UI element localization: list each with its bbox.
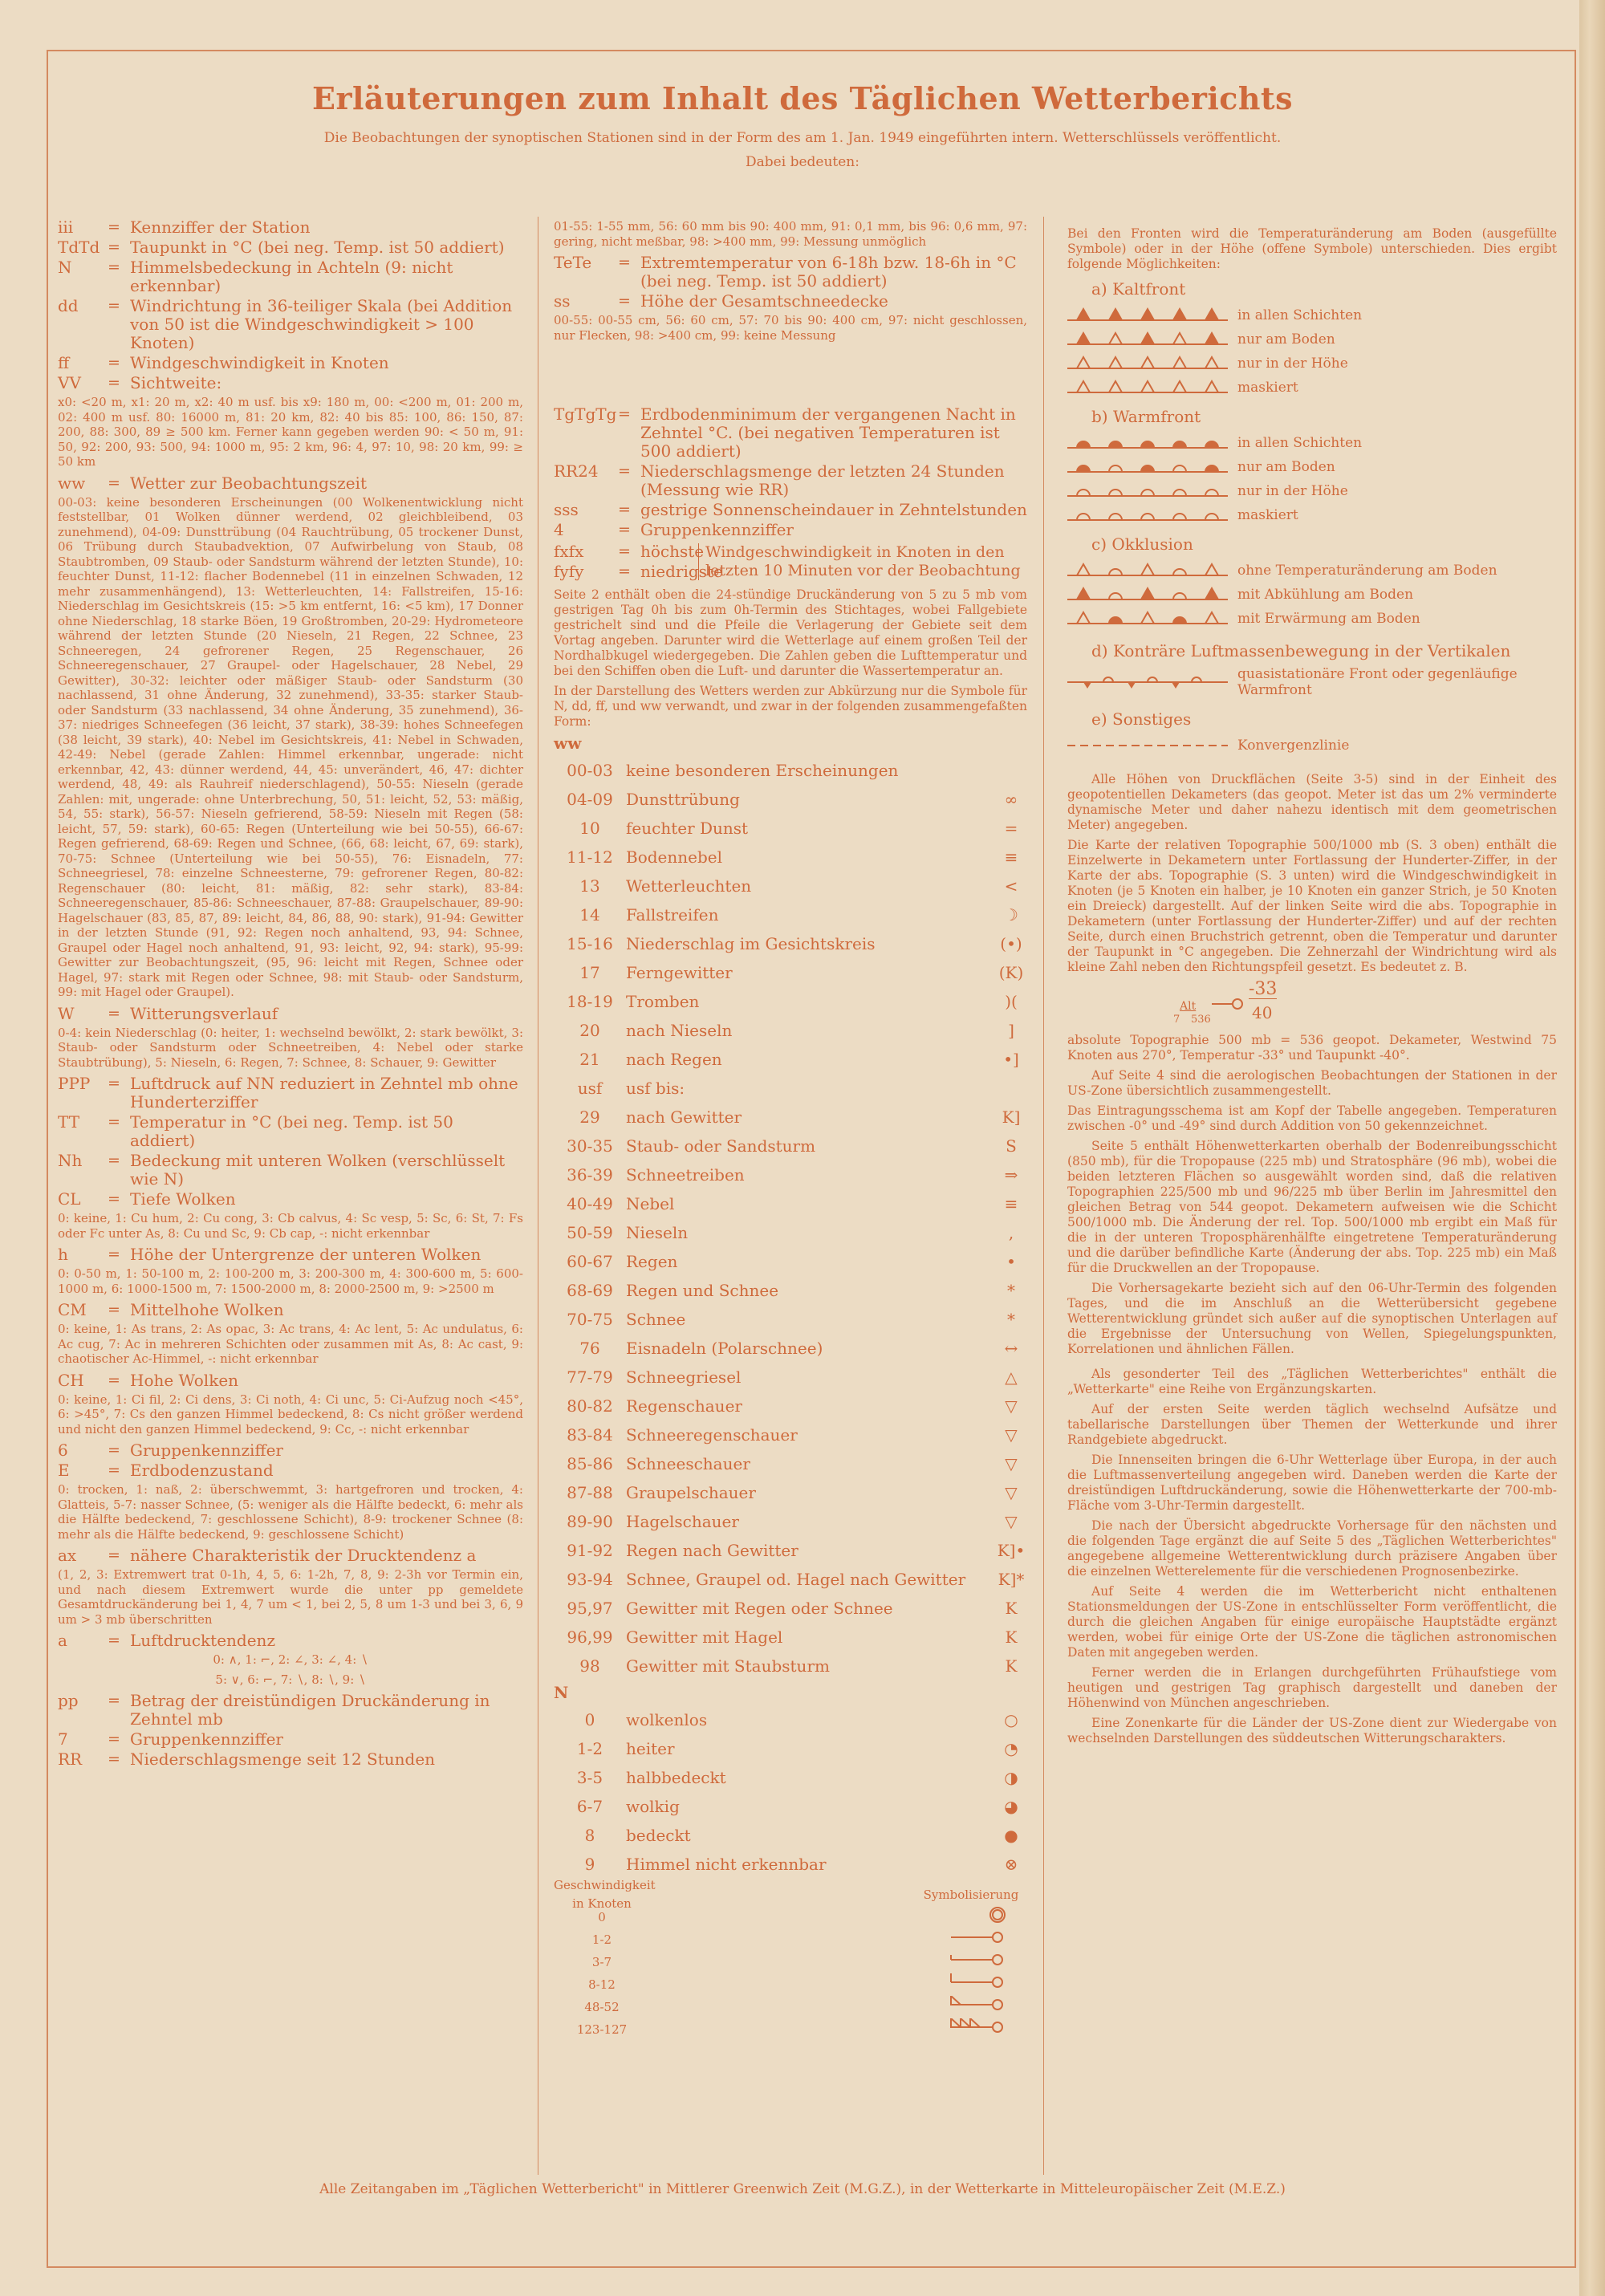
w-detail: 0-4: kein Niederschlag (0: heiter, 1: wechselnd bewölkt, 2: stark bewölkt, 3: Staub- oder Sandsturm oder Schneetreiben, 4: Nebel oder starke Staubtrübung), 5: Nieseln, 6: Regen, 7: Schnee, 8: Schauer, 9: Gewitter	[58, 1025, 523, 1070]
para-rel-topo: Die Karte der relativen Topographie 500/1000 mb (S. 3 oben) enthält die Einzelwerte in Dekametern unter Fortlassung der Hunderter-Ziffer, in der Karte der abs. Topographie (S. 3 unten) wird die Windgeschwindigkeit in Knoten (je 5 Knoten ein halber, je 10 Knoten ein ganzer Strich, je 50 Knoten ein Dreieck) dargestellt. Auf der linken Seite wird die abs. Topographie in Dekametern (unter Fortlassung der Hunderter-Ziffer) und auf der rechten Seite, durch einen Bruchstrich getrennt, oben die Temperatur und darunter der Taupunkt in °C angegeben. Die Zehnerzahl der Windrichtung wird als kleine Zahl neben den Richtungspfeil gesetzt. Es bedeutet z. B.	[1067, 838, 1557, 974]
ww-row	[554, 1536, 1027, 1565]
ww-row	[554, 872, 1027, 900]
para-heights: Alle Höhen von Druckflächen (Seite 3-5) sind in der Einheit des geopotentiellen Dekameters (das geopot. Meter ist das um 2% verminderte dynamische Meter und daher nahezu identisch mit dem geometrischen Meter) angegeben.	[1067, 772, 1557, 832]
ww-row	[554, 1305, 1027, 1334]
ww-code: 13	[579, 876, 600, 896]
key-iii: iii = Kennziffer der Station	[58, 217, 311, 237]
n-label: halbbedeckt	[626, 1767, 726, 1787]
ww-symbol-icon: K	[1005, 1627, 1018, 1647]
para-example-explain: absolute Topographie 500 mb = 536 geopot. Dekameter, Westwind 75 Knoten aus 270°, Temperatur -33° und Taupunkt -40°.	[1067, 1033, 1557, 1063]
wind-barb-icon	[915, 2018, 1027, 2042]
wind-barb-icon	[915, 1973, 1027, 1997]
n-code: 1-2	[576, 1738, 603, 1758]
ww-label: Regen nach Gewitter	[626, 1540, 798, 1560]
ww-label: feuchter Dunst	[626, 818, 749, 838]
n-label: N	[554, 1683, 569, 1702]
ww-code: 04-09	[567, 789, 613, 809]
n-row	[554, 1763, 1027, 1792]
ww-symbol-icon: ]	[1008, 1020, 1014, 1040]
speed-row	[554, 1973, 1027, 1996]
front-symbol-icon	[1067, 585, 1228, 604]
convergence-line: Konvergenzlinie	[1067, 734, 1557, 758]
ww-row	[554, 1392, 1027, 1420]
speed-value: 8-12	[588, 1977, 616, 1992]
ww-label: Regenschauer	[626, 1396, 742, 1416]
ww-symbol-icon: (K)	[998, 962, 1024, 982]
key-cl: CL = Tiefe Wolken	[58, 1189, 236, 1209]
front-row	[1067, 583, 1557, 607]
convergence-line-icon	[1067, 738, 1228, 754]
ww-symbol-icon: K	[1005, 1656, 1018, 1676]
ww-row	[554, 958, 1027, 987]
key-h: h = Höhe der Untergrenze der unteren Wolken	[58, 1245, 482, 1264]
ww-code: 95,97	[567, 1598, 613, 1618]
ww-symbol-icon: ,	[1008, 1222, 1014, 1242]
column-middle	[554, 217, 1027, 2041]
ww-symbol-icon: K]•	[997, 1540, 1026, 1560]
ww-symbol-list	[554, 756, 1027, 1680]
ww-code: 00-03	[567, 760, 613, 780]
ww-row	[554, 1623, 1027, 1652]
ww-code: 89-90	[567, 1511, 613, 1531]
front-label: nur in der Höhe	[1237, 355, 1348, 372]
ww-label: Graupelschauer	[626, 1482, 756, 1502]
warmfront-list	[1067, 431, 1557, 527]
n-code: 8	[584, 1825, 595, 1845]
ww-label: Schneeschauer	[626, 1453, 750, 1473]
column-left	[58, 217, 523, 1770]
ww-symbol-icon: *	[1007, 1309, 1015, 1329]
station-circle-icon	[1212, 994, 1244, 1014]
n-code: 0	[584, 1709, 595, 1729]
n-symbol-icon: ●	[1004, 1825, 1018, 1845]
ww-symbol-icon: K]*	[998, 1569, 1025, 1589]
n-row	[554, 1850, 1027, 1879]
ww-row	[554, 1363, 1027, 1392]
key-ww: ww = Wetter zur Beobachtungszeit	[58, 473, 367, 493]
ww-code: 98	[579, 1656, 600, 1676]
ww-code: 77-79	[567, 1367, 613, 1387]
speed-row	[554, 1996, 1027, 2018]
speed-value: 123-127	[576, 2022, 628, 2037]
ww-code: 15-16	[567, 933, 613, 953]
ww-code: 29	[579, 1107, 600, 1127]
para-page4: Auf Seite 4 werden die im Wetterbericht nicht enthaltenen Stationsmeldungen der US-Zone in entschlüsselter Form veröffentlicht, die durch die gleichen Angaben für einige europäische Hauptstädte ergänzt werden, wobei für einige Orte der US-Zone die täglichen astronomischen Daten mit angegeben werden.	[1067, 1584, 1557, 1660]
ww-symbol-icon: K]	[1002, 1107, 1021, 1127]
key-dd: dd = Windrichtung in 36-teiliger Skala (bei Addition von 50 ist die Windgeschwindigkeit > 100 Knoten)	[58, 296, 513, 352]
ww-row	[554, 987, 1027, 1016]
n-symbol-icon: ◔	[1004, 1738, 1018, 1758]
front-row	[1067, 303, 1557, 327]
ww-label: nach Nieseln	[626, 1020, 733, 1040]
para-zonenkarte: Eine Zonenkarte für die Länder der US-Zone dient zur Wiedergabe von wechselnden Darstellungen des süddeutschen Witterungscharakters.	[1067, 1716, 1557, 1745]
ww-code: 96,99	[567, 1627, 613, 1647]
page-subtitle: Die Beobachtungen der synoptischen Stationen sind in der Form des am 1. Jan. 1949 eingeführten intern. Wetterschlüssels veröffentlicht.	[323, 130, 1282, 146]
wind-barb-icon	[915, 1996, 1027, 2019]
front-label: in allen Schichten	[1237, 434, 1363, 451]
para-first-page: Auf der ersten Seite werden täglich wechselnd Aufsätze und tabellarische Darstellungen über Themen der Wetterkunde und ihrer Randgebiete abgedruckt.	[1067, 1402, 1557, 1447]
ww-symbol-icon: K	[1005, 1598, 1018, 1618]
ww-symbol-icon: ⇒	[1004, 1164, 1018, 1185]
ww-symbol-icon: •]	[1003, 1049, 1019, 1069]
ww-symbol-icon: <	[1004, 876, 1018, 896]
ss-detail: 00-55: 00-55 cm, 56: 60 cm, 57: 70 bis 90: 400 cm, 97: nicht geschlossen, nur Flecken, 98: >400 cm, 99: keine Messung	[554, 313, 1027, 343]
wind-example: Alt 7 536 -33 40	[1173, 979, 1278, 1026]
ww-label: Regen und Schnee	[626, 1280, 779, 1300]
ww-symbol-icon: ≡	[1004, 847, 1018, 867]
n-symbol-icon: ◑	[1004, 1767, 1018, 1787]
front-label: maskiert	[1237, 506, 1298, 523]
ww-row	[554, 1074, 1027, 1103]
ww-label: Schneegriesel	[626, 1367, 742, 1387]
n-symbol-icon: ⊗	[1004, 1854, 1018, 1874]
ww-code: 36-39	[567, 1164, 613, 1185]
ww-label: Niederschlag im Gesichtskreis	[626, 933, 876, 953]
quasistationary-front-icon	[1067, 673, 1228, 692]
n-label: bedeckt	[626, 1825, 691, 1845]
ww-label: nach Gewitter	[626, 1107, 742, 1127]
key-six: 6 = Gruppenkennziffer	[58, 1441, 283, 1460]
seite2-text: Seite 2 enthält oben die 24-stündige Druckänderung von 5 zu 5 mb vom gestrigen Tag 0h bis zum 0h-Termin des Stichtages, wobei Fallgebiete gestrichelt sind und die Pfeile die Verlagerung der Gebiete seit dem Vortag angeben. Darunter wird die Wetterlage auf einem großen Teil der Nordhalbkugel wiedergegeben. Die Zahlen geben die Lufttemperatur und bei den Schiffen oben die Luft- und darunter die Wassertemperatur an.	[554, 587, 1027, 678]
key-rr: RR = Niederschlagsmenge seit 12 Stunden	[58, 1749, 436, 1769]
speed-value: 3-7	[591, 1954, 612, 1969]
ww-label: Bodennebel	[626, 847, 723, 867]
front-row	[1067, 455, 1557, 479]
key-four: 4 = Gruppenkennziffer	[554, 520, 794, 539]
n-label: Himmel nicht erkennbar	[626, 1854, 827, 1874]
quasistationary-front: quasistationäre Front oder gegenläufige Warmfront	[1067, 665, 1557, 699]
wind-brace-text: Windgeschwindigkeit in Knoten in den letzten 10 Minuten vor der Beobachtung	[698, 543, 1027, 580]
ww-row	[554, 756, 1027, 785]
seite2-text-b: In der Darstellung des Wetters werden zur Abkürzung nur die Symbole für N, dd, ff, und ww verwandt, und zwar in der folgenden zusammengefaßten Form:	[554, 684, 1027, 729]
front-label: nur am Boden	[1237, 458, 1335, 475]
para-seite4: Auf Seite 4 sind die aerologischen Beobachtungen der Stationen in der US-Zone übersichtlich zusammengestellt.	[1067, 1068, 1557, 1098]
key-tendency: a = Luftdrucktendenz	[58, 1631, 275, 1650]
front-symbol-icon	[1067, 561, 1228, 580]
column-divider	[1043, 217, 1044, 2175]
ww-symbol-icon: ≡	[1004, 1193, 1018, 1213]
ww-row	[554, 1565, 1027, 1594]
para-schema: Das Eintragungsschema ist am Kopf der Tabelle angegeben. Temperaturen zwischen -0° und -49° sind durch Addition von 50 gekennzeichnet.	[1067, 1103, 1557, 1133]
speed-value: 0	[598, 1909, 606, 1924]
a-detail: (1, 2, 3: Extremwert trat 0-1h, 4, 5, 6: 1-2h, 7, 8, 9: 2-3h vor Termin ein, und nach diesem Extremwert wurde die unter pp gemeldete Gesamtdruckänderung bei 1, 4, 7 um < 1, bei 2, 5, 8 um 1-3 und bei 3, 6, 9 um > 3 mb überschritten	[58, 1567, 523, 1627]
page-edge	[1579, 0, 1605, 2296]
ww-label: Staub- oder Sandsturm	[626, 1136, 816, 1156]
ww-code: 50-59	[567, 1222, 613, 1242]
ww-row	[554, 1478, 1027, 1507]
ww-row	[554, 1507, 1027, 1536]
key-a: ax = nähere Charakteristik der Drucktendenz a	[58, 1546, 477, 1565]
speed-row	[554, 2018, 1027, 2041]
front-symbol-icon	[1067, 482, 1228, 501]
n-row	[554, 1705, 1027, 1734]
ww-symbol-icon: •	[1006, 1251, 1016, 1271]
cm-detail: 0: keine, 1: As trans, 2: As opac, 3: Ac trans, 4: Ac lent, 5: Ac undulatus, 6: Ac cug, 7: Ac in mehreren Schichten oder zusammen mit As, 8: Ac cast, 9: chaotischer Ac-Himmel, -: nicht erkennbar	[58, 1322, 523, 1366]
occlusion-list	[1067, 559, 1557, 631]
ww-label: Ferngewitter	[626, 962, 733, 982]
front-row	[1067, 352, 1557, 376]
ww-code: 40-49	[567, 1193, 613, 1213]
ww-code: 21	[579, 1049, 600, 1069]
ww-row	[554, 1189, 1027, 1218]
key-vv: VV = Sichtweite:	[58, 373, 222, 392]
ww-symbol-icon: ▽	[1005, 1511, 1018, 1531]
key-ss: ss = Höhe der Gesamtschneedecke	[554, 291, 888, 311]
ww-symbol-icon: ▽	[1005, 1482, 1018, 1502]
ww-code: 14	[579, 904, 600, 924]
ww-row	[554, 1334, 1027, 1363]
ww-code: 83-84	[567, 1424, 613, 1445]
para-prognosis: Die nach der Übersicht abgedruckte Vorhersage für den nächsten und die folgenden Tage ergänzt die auf Seite 5 des „Täglichen Wetterberichtes" angegebene allgemeine Wetterentwicklung durch präzisere Angaben über die einzelnen Wetterelemente für die verschiedenen Prognosenbezirke.	[1067, 1518, 1557, 1579]
ww-code: 76	[579, 1338, 600, 1358]
ww-row	[554, 1103, 1027, 1132]
ww-code: 70-75	[567, 1309, 613, 1329]
ww-symbol-icon: ↔	[1004, 1338, 1018, 1358]
ww-code: 18-19	[567, 991, 613, 1011]
ww-code: 80-82	[567, 1396, 613, 1416]
n-symbol-icon: ○	[1004, 1709, 1018, 1729]
ww-symbol-icon: ☽	[1004, 904, 1018, 924]
n-code: 3-5	[576, 1767, 603, 1787]
front-row	[1067, 327, 1557, 352]
front-label: in allen Schichten	[1237, 307, 1363, 323]
speed-row	[554, 1906, 1027, 1928]
front-label: ohne Temperaturänderung am Boden	[1237, 562, 1497, 579]
wind-barb-icon	[915, 1928, 1027, 1952]
h-detail: 0: 0-50 m, 1: 50-100 m, 2: 100-200 m, 3: 200-300 m, 4: 300-600 m, 5: 600-1000 m, 6: 1000-1500 m, 7: 1500-2000 m, 8: 2000-2500 m, 9: >2500 m	[58, 1266, 523, 1296]
n-symbol-list	[554, 1705, 1027, 1879]
n-row	[554, 1821, 1027, 1850]
key-pp: pp = Betrag der dreistündigen Druckänderung in Zehntel mb	[58, 1691, 490, 1729]
n-row	[554, 1792, 1027, 1821]
key-ff: ff = Windgeschwindigkeit in Knoten	[58, 353, 389, 372]
ww-label: Dunsttrübung	[626, 789, 740, 809]
tendency-symbols-1: 0: ∧, 1: ⌐, 2: ∠, 3: ∠, 4: ∖	[213, 1652, 368, 1667]
front-symbol-icon	[1067, 306, 1228, 325]
ww-row	[554, 843, 1027, 872]
front-row	[1067, 479, 1557, 503]
front-label: mit Erwärmung am Boden	[1237, 610, 1420, 627]
ww-code: 93-94	[567, 1569, 613, 1589]
ww-code: 60-67	[567, 1251, 613, 1271]
ww-label: Schneetreiben	[626, 1164, 745, 1185]
warmfront-header: b) Warmfront	[1091, 407, 1201, 426]
ww-label: Wetterleuchten	[626, 876, 752, 896]
cl-detail: 0: keine, 1: Cu hum, 2: Cu cong, 3: Cb calvus, 4: Sc vesp, 5: Sc, 6: St, 7: Fs oder Fc unter As, 8: Cu und Sc, 9: Cb cap, -: nicht erkennbar	[58, 1211, 523, 1241]
speed-header: Geschwindigkeit in Knoten Symbolisierung	[554, 1878, 1019, 1911]
front-symbol-icon	[1067, 433, 1228, 453]
speed-value: 1-2	[591, 1932, 612, 1947]
ww-symbol-icon: ▽	[1005, 1424, 1018, 1445]
ww-code: 30-35	[567, 1136, 613, 1156]
ww-label: Fallstreifen	[626, 904, 719, 924]
front-label: nur in der Höhe	[1237, 482, 1348, 499]
ww-code: 11-12	[567, 847, 613, 867]
page-title: Erläuterungen zum Inhalt des Täglichen Wetterberichts	[312, 80, 1293, 116]
ww-label: Schnee, Graupel od. Hagel nach Gewitter	[626, 1569, 966, 1589]
speed-value: 48-52	[584, 1999, 620, 2014]
occlusion-header: c) Okklusion	[1091, 534, 1193, 554]
key-cm: CM = Mittelhohe Wolken	[58, 1300, 284, 1319]
ww-label: Eisnadeln (Polarschnee)	[626, 1338, 823, 1358]
footer-note: Alle Zeitangaben im „Täglichen Wetterbericht" in Mittlerer Greenwich Zeit (M.G.Z.), in der Wetterkarte in Mitteleuropäischer Zeit (M.E.Z.)	[319, 2181, 1286, 2197]
front-row	[1067, 559, 1557, 583]
ww-code: 85-86	[567, 1453, 613, 1473]
fronts-intro: Bei den Fronten wird die Temperaturänderung am Boden (ausgefüllte Symbole) oder in der Höhe (offene Symbole) unterschieden. Dies ergibt folgende Möglichkeiten:	[1067, 226, 1557, 271]
ww-label: Schneeregenschauer	[626, 1424, 798, 1445]
n-symbol-icon: ◕	[1004, 1796, 1018, 1816]
n-row	[554, 1734, 1027, 1763]
ww-code: 10	[579, 818, 600, 838]
para-seite5: Seite 5 enthält Höhenwetterkarten oberhalb der Bodenreibungsschicht (850 mb), für die Tropopause (225 mb) und Stratosphäre (96 mb), wobei die beiden letzteren Flächen so ausgewählt worden sind, daß die relativen Topographien 225/500 mb und 96/225 mb über Berlin im Jahresmittel den gleichen Betrag von 544 geopot. Dekametern aufweisen wie die Schicht 500/1000 mb. Die Änderung der rel. Top. 500/1000 mb ergibt ein Maß für die in der unteren Troposphärenhälfte eingetretene Temperaturänderung und die darüber befindliche Karte (Änderung der abs. Top. 225 mb) ein Maß für die Druckwellen an der Tropopause.	[1067, 1139, 1557, 1275]
ww-symbol-icon: S	[1006, 1136, 1017, 1156]
ww-code: usf	[577, 1078, 603, 1098]
key-tete: TeTe = Extremtemperatur von 6-18h bzw. 18-6h in °C (bei neg. Temp. ist 50 addiert)	[554, 253, 1017, 291]
ww-symbol-icon: )(	[1005, 991, 1018, 1011]
ww-label: Regen	[626, 1251, 678, 1271]
key-e: E = Erdbodenzustand	[58, 1461, 274, 1480]
key-n: N = Himmelsbedeckung in Achteln (9: nicht erkennbar)	[58, 258, 453, 295]
key-nh: Nh = Bedeckung mit unteren Wolken (verschlüsselt wie N)	[58, 1151, 506, 1189]
rr-detail: 01-55: 1-55 mm, 56: 60 mm bis 90: 400 mm, 91: 0,1 mm, bis 96: 0,6 mm, 97: gering, nicht meßbar, 98: >400 mm, 99: Messung unmöglich	[554, 219, 1027, 249]
n-code: 6-7	[576, 1796, 603, 1816]
front-symbol-icon	[1067, 378, 1228, 397]
front-row	[1067, 607, 1557, 631]
ww-label: Schnee	[626, 1309, 686, 1329]
ww-label: Hagelschauer	[626, 1511, 739, 1531]
ww-code: 17	[579, 962, 600, 982]
tendency-symbols-2: 5: ∨, 6: ⌐, 7: ∖, 8: ∖, 9: ∖	[215, 1672, 366, 1687]
front-row	[1067, 431, 1557, 455]
ww-code: 87-88	[567, 1482, 613, 1502]
para-erlangen: Ferner werden die in Erlangen durchgeführten Frühaufstiege vom heutigen und gestrigen Tag graphisch dargestellt und daneben der Höhenwind von München angeschrieben.	[1067, 1665, 1557, 1710]
other-header: e) Sonstiges	[1091, 709, 1192, 729]
ww-code: 68-69	[567, 1280, 613, 1300]
n-label: heiter	[626, 1738, 675, 1758]
key-tt: TT = Temperatur in °C (bei neg. Temp. ist 50 addiert)	[58, 1112, 453, 1150]
ww-row	[554, 1160, 1027, 1189]
ww-row	[554, 1218, 1027, 1247]
ww-row	[554, 1276, 1027, 1305]
ww-row	[554, 814, 1027, 843]
key-tg: TgTgTg = Erdbodenminimum der vergangenen Nacht in Zehntel °C. (bei negativen Temperaturen ist 500 addiert)	[554, 404, 1016, 461]
key-rr24: RR24 = Niederschlagsmenge der letzten 24 Stunden (Messung wie RR)	[554, 461, 1005, 499]
ch-detail: 0: keine, 1: Ci fil, 2: Ci dens, 3: Ci noth, 4: Ci unc, 5: Ci-Aufzug noch <45°, 6: >45°, 7: Cs den ganzen Himmel bedeckend, 8: Cs nicht größer werdend und nicht den ganzen Himmel bedeckend, 9: Cc, -: nicht erkennbar	[58, 1392, 523, 1437]
speed-row	[554, 1928, 1027, 1951]
ww-symbol-icon: ▽	[1005, 1453, 1018, 1473]
ww-symbol-icon: △	[1005, 1367, 1018, 1387]
e-detail: 0: trocken, 1: naß, 2: überschwemmt, 3: hartgefroren und trocken, 4: Glatteis, 5-7: nasser Schnee, (5: weniger als die Hälfte bedeckt, 6: mehr als die Hälfte bedeckend, 7: geschlossene Schicht), 8-9: trockener Schnee (8: mehr als die Hälfte bedeckend, 9: geschlossene Schicht)	[58, 1482, 523, 1542]
ww-row	[554, 1016, 1027, 1045]
front-symbol-icon	[1067, 506, 1228, 525]
ww-row	[554, 1420, 1027, 1449]
front-label: maskiert	[1237, 379, 1298, 396]
ww-row	[554, 1652, 1027, 1680]
vv-detail: x0: <20 m, x1: 20 m, x2: 40 m usf. bis x9: 180 m, 00: <200 m, 01: 200 m, 02: 400 m usf. 80: 16000 m, 81: 20 km, 82: 40 bis 85: 100, 86: 150, 87: 200, 88: 300, 89 ≥ 500 km. Ferner kann gegeben werden 90: < 50 m, 91: 50, 92: 200, 93: 500, 94: 1000 m, 95: 2 km, 96: 4, 97: 10, 98: 20 km, 99: ≥ 50 km	[58, 395, 523, 469]
n-label: wolkenlos	[626, 1709, 708, 1729]
coldfront-list	[1067, 303, 1557, 400]
ww-symbol-icon: ▽	[1005, 1396, 1018, 1416]
para-forecast: Die Vorhersagekarte bezieht sich auf den 06-Uhr-Termin des folgenden Tages, und die im Anschluß an die Wetterübersicht gegebene Wetterentwicklung gründet sich außer auf die synoptischen Unterlagen auf die Ergebnisse der Untersuchung von Wellen, Spiegelungspunkten, Korrelationen und ähnlichen Fällen.	[1067, 1281, 1557, 1356]
ww-label: usf bis:	[626, 1078, 685, 1098]
ww-label: nach Regen	[626, 1049, 722, 1069]
key-ch: CH = Hohe Wolken	[58, 1370, 239, 1390]
contrary-header: d) Konträre Luftmassenbewegung in der Vertikalen	[1091, 641, 1511, 660]
wind-extremes: fxfx = höchste fyfy = niedrigste Windgeschwindigkeit in Knoten in den letzten 10 Minuten vor der Beobachtung	[554, 541, 1027, 583]
n-label: wolkig	[626, 1796, 680, 1816]
key-tdtd: TdTd = Taupunkt in °C (bei neg. Temp. ist 50 addiert)	[58, 238, 505, 257]
column-right	[1067, 217, 1557, 1751]
ww-label: Gewitter mit Staubsturm	[626, 1656, 830, 1676]
ww-symbol-icon: =	[1004, 818, 1018, 838]
ww-row	[554, 785, 1027, 814]
ww-label: Nieseln	[626, 1222, 689, 1242]
key-seven: 7 = Gruppenkennziffer	[58, 1729, 283, 1749]
front-symbol-icon	[1067, 330, 1228, 349]
front-label: nur am Boden	[1237, 331, 1335, 347]
ww-label: Tromben	[626, 991, 700, 1011]
ww-row	[554, 1594, 1027, 1623]
front-row	[1067, 376, 1557, 400]
ww-detail: 00-03: keine besonderen Erscheinungen (00 Wolkenentwicklung nicht feststellbar, 01 Wolken dünner werdend, 02 gleichbleibend, 03 zunehmend), 04-09: Dunsttrübung (04 Rauchtrübung, 05 trockener Dunst, 06 Trübung durch Staubadvektion, 07 Aufwirbelung von Staub, 08 Staubtromben, 09 Staub- oder Sandsturm während der letzten Stunde), 10: feuchter Dunst, 11-12: flacher Bodennebel (11 in einzelnen Schwaden, 12 mehr zusammenhängend), 13: Wetterleuchten, 14: Fallstreifen, 15-16: Niederschlag im Gesichtskreis (15: >5 km entfernt, 16: <5 km), 17 Donner ohne Niederschlag, 18 starke Böen, 19 Großtromben, 20-29: Hydrometeore während der letzten Stunde (20 Nieseln, 21 Regen, 22 Schnee, 23 Schneeregen, 24 gefrorener Regen, 25 Regenschauer, 26 Schneeregenschauer, 27 Graupel- oder Hagelschauer, 28 Nebel, 29 Gewitter), 30-32: leichter oder mäßiger Staub- oder Sandsturm (30 nachlassend, 31 ohne Änderung, 32 zunehmend), 33-35: starker Staub- oder Sandsturm (33 nachlassend, 34 ohne Änderung, 35 zunehmend), 36-37: niedriges Schneefegen (36 leicht, 37 stark), 38-39: hohes Schneefegen (38 leicht, 39 stark), 40: Nebel im Gesichtskreis, 41: Nebel in Schwaden, 42-49: Nebel (gerade Zahlen: Himmel erkennbar, ungerade: nicht erkennbar, 42, 43: dünner werdend, 44, 45: unverändert, 46, 47: dichter werdend, 48, 49: als Rauhreif niederschlagend), 50-55: Nieseln (gerade Zahlen: mit, ungerade: ohne Unterbrechung, 50, 51: leicht, 52, 53: mäßig, 54, 55: stark), 56-57: Nieseln gefrierend, 58-59: Nieseln mit Regen (58: leicht, 57, 59: stark), 60-65: Regen (Unterteilung wie bei 50-55), 66-67: Regen gefrierend, 68-69: Regen und Schnee, (66, 68: leicht, 67, 69: stark), 70-75: Schnee (Unterteilung wie bei 50-55), 76: Eisnadeln, 77: Schneegriesel, 78: einzelne Schneesterne, 79: gefrorener Regen, 80-82: Regenschauer (80: leicht, 81: mäßig, 82: sehr stark), 83-84: Schneeregenschauer, 85-86: Schneeschauer, 87-88: Graupelschauer, 89-90: Hagelschauer (83, 85, 87, 89: leicht, 84, 86, 88, 90: stark), 91-94: Gewitter in der letzten Stunde (91, 92: Regen noch anhaltend, 93, 94: Schnee, Graupel oder Hagel noch anhaltend, 91, 93: leicht, 92, 94: stark), 95-99: Gewitter zur Beobachtungszeit, (95, 96: leicht mit Regen, Schnee oder Hagel, 97: stark mit Regen oder Schnee, 98: mit Staub- oder Sandsturm, 99: mit Hagel oder Graupel).	[58, 494, 523, 999]
ww-code: 20	[579, 1020, 600, 1040]
n-code: 9	[584, 1854, 595, 1874]
key-w: W = Witterungsverlauf	[58, 1003, 278, 1023]
ww-label: ww	[554, 734, 582, 753]
speed-symbol-list	[554, 1906, 1027, 2041]
page-subtitle-2: Dabei bedeuten:	[746, 154, 859, 170]
ww-label: Gewitter mit Regen oder Schnee	[626, 1598, 893, 1618]
para-wetterkarte: Als gesonderter Teil des „Täglichen Wetterberichtes" enthält die „Wetterkarte" eine Reihe von Ergänzungskarten.	[1067, 1367, 1557, 1396]
ww-label: Gewitter mit Hagel	[626, 1627, 783, 1647]
wind-barb-icon	[915, 1951, 1027, 1974]
key-sss: sss = gestrige Sonnenscheindauer in Zehntelstunden	[554, 500, 1027, 519]
key-ppp: PPP = Luftdruck auf NN reduziert in Zehntel mb ohne Hunderterziffer	[58, 1074, 518, 1111]
ww-row	[554, 1247, 1027, 1276]
speed-row	[554, 1951, 1027, 1973]
ww-label: keine besonderen Erscheinungen	[626, 760, 899, 780]
ww-label: Nebel	[626, 1193, 675, 1213]
front-label: mit Abkühlung am Boden	[1237, 586, 1414, 603]
ww-row	[554, 1449, 1027, 1478]
ww-row	[554, 1045, 1027, 1074]
ww-row	[554, 929, 1027, 958]
wind-barb-icon	[915, 1906, 1027, 1929]
coldfront-header: a) Kaltfront	[1091, 279, 1186, 299]
ww-symbol-icon: ∞	[1004, 789, 1018, 809]
ww-code: 91-92	[567, 1540, 613, 1560]
ww-row	[554, 1132, 1027, 1160]
front-row	[1067, 503, 1557, 527]
ww-symbol-icon: *	[1007, 1280, 1015, 1300]
front-symbol-icon	[1067, 457, 1228, 477]
front-symbol-icon	[1067, 354, 1228, 373]
ww-row	[554, 900, 1027, 929]
ww-symbol-icon: (•)	[1000, 933, 1022, 953]
para-inner-pages: Die Innenseiten bringen die 6-Uhr Wetterlage über Europa, in der auch die Luftmassenverteilung angegeben wird. Daneben werden die Karte der dreistündigen Luftdruckänderung, sowie die Höhenwetterkarte der 700-mb-Fläche vom 3-Uhr-Termin dargestellt.	[1067, 1453, 1557, 1513]
front-symbol-icon	[1067, 609, 1228, 628]
